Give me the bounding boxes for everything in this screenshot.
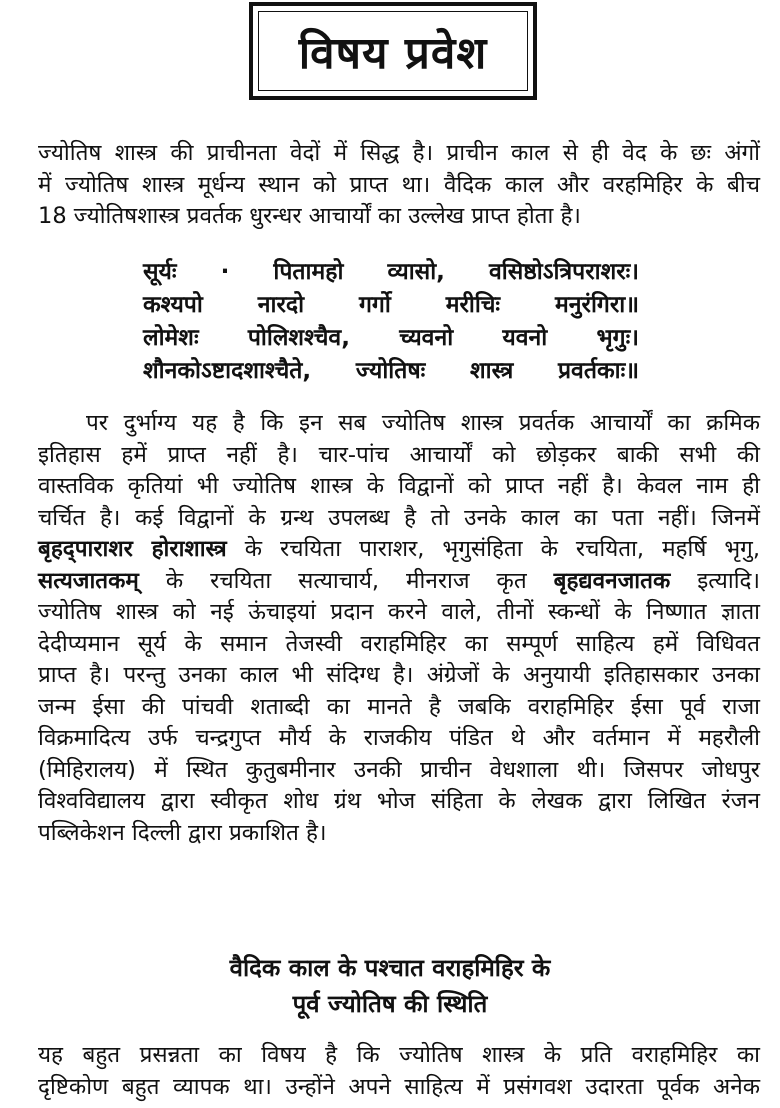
book-title-brihad-parashar: बृहद्पाराशर होराशास्त्र [38, 536, 227, 562]
closing-paragraph [38, 1040, 760, 1103]
verse-line: सूर्यः · पितामहो व्यासो, वसिष्ठोऽत्रिपराशरः। [143, 259, 639, 285]
text-line: इतिहास हमें प्राप्त नहीं है। चार-पांच आचार्यों को छोड़कर बाकी सभी की [38, 441, 760, 468]
text-line [38, 566, 760, 598]
text-line: प्राप्त है। परन्तु उनका काल भी संदिग्ध है। अंग्रेजों के अनुयायी इतिहासकार उनका [38, 662, 760, 688]
section-heading-line: पूर्व ज्योतिष की स्थिति [292, 990, 488, 1018]
text-line: जन्म ईसा की पांचवी शताब्दी का मानते है जबकि वराहमिहिर ईसा पूर्व राजा [38, 693, 760, 720]
text-line: विक्रमादित्य उर्फ चन्द्रगुप्त मौर्य के राजकीय पंडित थे और वर्तमान में महरौली [38, 725, 760, 751]
book-title-satyajatakam: सत्यजातकम् [38, 567, 139, 594]
main-paragraph [38, 408, 760, 849]
text-line: ज्योतिष शास्त्र की प्राचीनता वेदों में सिद्ध है। प्राचीन काल से ही वेद के छः अंगों [38, 140, 760, 166]
book-title-brihadyavanajatak: बृहद्यवनजातक [553, 567, 671, 594]
text-line: देदीप्यमान सूर्य के समान तेजस्वी वराहमिहिर का सम्पूर्ण साहित्य हमें विधिवत [38, 630, 760, 657]
text-fragment: इत्यादि। [670, 567, 760, 594]
page-title: विषय प्रवेश [298, 28, 488, 79]
verse-line: कश्यपो नारदो गर्गो मरीचिः मनुरंगिरा॥ [143, 292, 639, 318]
text-line: पर दुर्भाग्य यह है कि इन सब ज्योतिष शास्त्र प्रवर्तक आचार्यों का क्रमिक [86, 410, 760, 436]
verse-line: शौनकोऽष्टादशाश्चैते, ज्योतिषः शास्त्र प्रवर्तकाः॥ [143, 358, 639, 384]
text-line: ज्योतिष शास्त्र को नई ऊंचाइयां प्रदान करने वाले, तीनों स्कन्धों के निष्णात ज्ञाता [38, 599, 760, 625]
text-line: दृष्टिकोण बहुत व्यापक था। उन्होंने अपने साहित्य में प्रसंगवश उदारता पूर्वक अनेक [38, 1073, 760, 1100]
text-line [38, 534, 760, 566]
sanskrit-verse [143, 256, 639, 388]
text-line: चर्चित है। कई विद्वानों के ग्रन्थ उपलब्ध है तो उनके काल का पता नहीं। जिनमें [38, 504, 760, 531]
text-fragment: के रचयिता पाराशर, भृगुसंहिता के रचयिता, महर्षि भृगु, [226, 536, 760, 562]
intro-paragraph [38, 138, 760, 233]
section-heading-line: वैदिक काल के पश्चात वराहमिहिर के [229, 954, 551, 982]
text-line: वास्तविक कृतियां भी ज्योतिष शास्त्र के विद्वानों को प्राप्त नहीं है। केवल नाम ही [38, 473, 760, 499]
title-box [249, 2, 537, 100]
text-fragment: के रचयिता सत्याचार्य, मीनराज कृत [138, 567, 554, 594]
verse-line: लोमेशः पोलिशश्चैव, च्यवनो यवनो भृगुः। [143, 325, 639, 351]
title-inner-border [258, 11, 528, 91]
text-line: पब्लिकेशन दिल्ली द्वारा प्रकाशित है। [38, 819, 327, 846]
text-line: में ज्योतिष शास्त्र मूर्धन्य स्थान को प्राप्त था। वैदिक काल और वरहमिहिर के बीच [38, 171, 760, 198]
section-heading [0, 950, 780, 1022]
text-line: (मिहिरालय) में स्थित कुतुबमीनार उनकी प्राचीन वेधशाला थी। जिसपर जोधपुर [38, 756, 760, 783]
text-line: विश्वविद्यालय द्वारा स्वीकृत शोध ग्रंथ भोज संहिता के लेखक द्वारा लिखित रंजन [38, 788, 760, 814]
text-line: यह बहुत प्रसन्नता का विषय है कि ज्योतिष शास्त्र के प्रति वराहमिहिर का [38, 1042, 760, 1068]
text-line: 18 ज्योतिषशास्त्र प्रवर्तक धुरन्धर आचार्यों का उल्लेख प्राप्त होता है। [38, 203, 581, 229]
